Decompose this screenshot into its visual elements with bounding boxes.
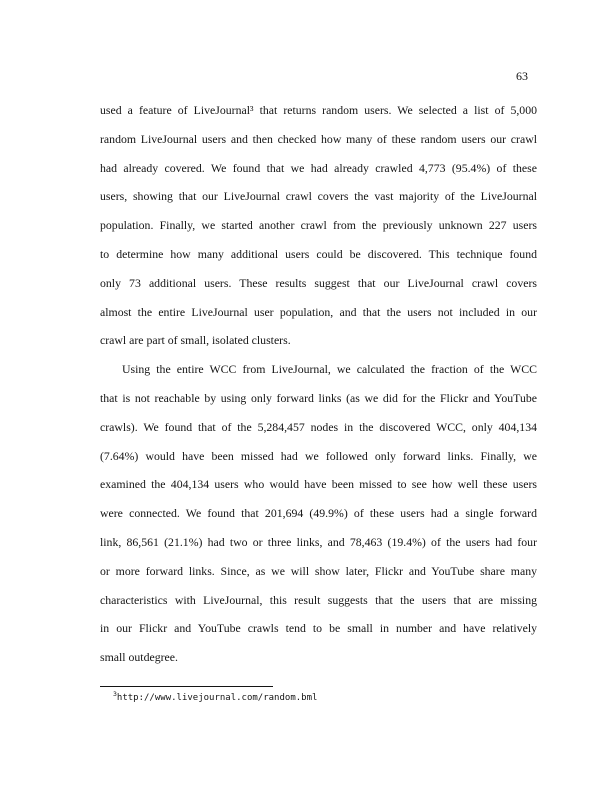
footnote-marker: 3 bbox=[113, 690, 117, 698]
text-line: to determine how many additional users could be discovered. This technique found bbox=[100, 246, 537, 261]
text-line: crawl are part of small, isolated clusters. bbox=[100, 333, 291, 348]
text-line: used a feature of LiveJournal³ that returns random users. We selected a list of 5,000 bbox=[100, 103, 537, 117]
text-line: small outdegree. bbox=[100, 650, 178, 665]
footnote bbox=[100, 692, 537, 704]
text-line: that is not reachable by using only forward links (as we did for the Flickr and YouTube bbox=[100, 390, 537, 405]
text-line: population. Finally, we started another crawl from the previously unknown 227 users bbox=[100, 218, 537, 233]
text-line: had already covered. We found that we had already crawled 4,773 (95.4%) of these bbox=[100, 160, 537, 175]
footnote-url: http://www.livejournal.com/random.bml bbox=[116, 693, 318, 703]
text-line: characteristics with LiveJournal, this result suggests that the users that are missing bbox=[100, 592, 537, 607]
text-line: Using the entire WCC from LiveJournal, we calculated the fraction of the WCC bbox=[122, 362, 537, 377]
page-number: 63 bbox=[516, 69, 528, 83]
text-line: almost the entire LiveJournal user population, and that the users not included in our bbox=[100, 304, 537, 319]
text-line: (7.64%) would have been missed had we followed only forward links. Finally, we bbox=[100, 448, 537, 463]
text-line: or more forward links. Since, as we will show later, Flickr and YouTube share many bbox=[100, 563, 537, 578]
text-line: in our Flickr and YouTube crawls tend to be small in number and have relatively bbox=[100, 621, 537, 636]
text-line: examined the 404,134 users who would have been missed to see how well these users bbox=[100, 477, 537, 492]
text-line: only 73 additional users. These results suggest that our LiveJournal crawl covers bbox=[100, 275, 537, 290]
text-line: crawls). We found that of the 5,284,457 nodes in the discovered WCC, only 404,134 bbox=[100, 419, 537, 434]
body-text bbox=[100, 96, 537, 672]
text-line: random LiveJournal users and then checked how many of these random users our crawl bbox=[100, 131, 537, 146]
footnote-rule bbox=[100, 686, 273, 687]
text-line: were connected. We found that 201,694 (49.9%) of these users had a single forward bbox=[100, 506, 537, 521]
text-line: users, showing that our LiveJournal crawl covers the vast majority of the LiveJournal bbox=[100, 189, 537, 204]
text-line: link, 86,561 (21.1%) had two or three links, and 78,463 (19.4%) of the users had four bbox=[100, 534, 537, 549]
